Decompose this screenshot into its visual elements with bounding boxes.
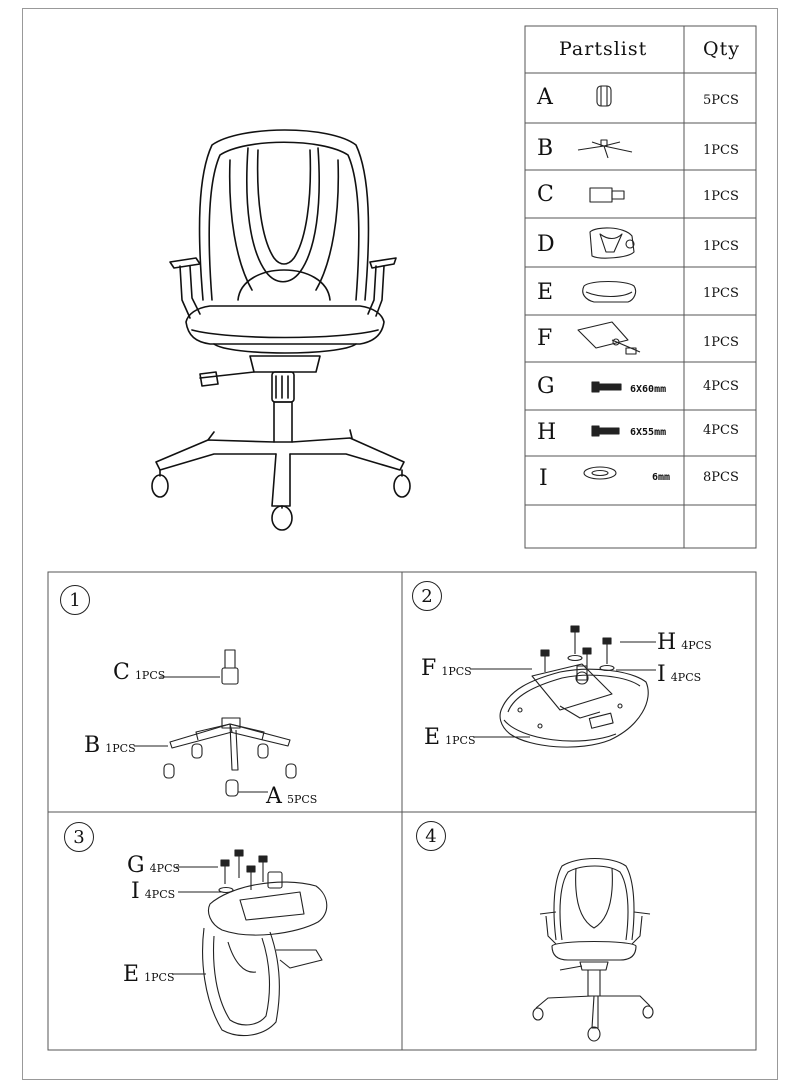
part-row-letter: D (537, 232, 555, 257)
part-row-spec: 6X55mm (630, 427, 667, 438)
step-2-label-i: I 4PCS (657, 662, 702, 687)
part-row-letter: G (537, 374, 555, 399)
step-3-label-g: G 4PCS (127, 853, 181, 878)
step-2-label-e: E 1PCS (424, 725, 476, 750)
step-1-label-c: C 1PCS (113, 660, 166, 685)
part-row-qty: 1PCS (703, 335, 739, 350)
part-row-letter: H (537, 420, 557, 445)
part-row-qty: 4PCS (703, 379, 739, 394)
part-row-qty: 8PCS (703, 470, 739, 485)
part-row-qty: 5PCS (703, 93, 739, 108)
step-2-label-f: F 1PCS (421, 656, 472, 681)
part-row-qty: 1PCS (703, 143, 739, 158)
part-row-letter: B (537, 136, 554, 161)
part-row-spec: 6mm (652, 472, 671, 483)
step-number-badge: 2 (412, 581, 442, 611)
step-2-label-h: H 4PCS (657, 630, 712, 655)
part-row-letter: E (537, 280, 554, 305)
part-row-letter: F (537, 326, 553, 351)
part-row-letter: I (539, 466, 548, 491)
part-row-qty: 1PCS (703, 286, 739, 301)
step-1-label-a: A 5PCS (266, 784, 318, 809)
step-3-label-i: I 4PCS (131, 879, 176, 904)
part-row-qty: 4PCS (703, 423, 739, 438)
part-row-letter: A (537, 85, 553, 110)
step-1-label-b: B 1PCS (84, 733, 136, 758)
parts-table-header-part: Partslist (559, 38, 648, 60)
step-3-label-e: E 1PCS (123, 962, 175, 987)
step-number-badge: 4 (416, 821, 446, 851)
step-number-badge: 1 (60, 585, 90, 615)
parts-table-header-qty: Qty (703, 38, 740, 60)
part-row-qty: 1PCS (703, 189, 739, 204)
part-row-letter: C (537, 182, 554, 207)
part-row-qty: 1PCS (703, 239, 739, 254)
part-row-spec: 6X60mm (630, 384, 667, 395)
step-number-badge: 3 (64, 822, 94, 852)
